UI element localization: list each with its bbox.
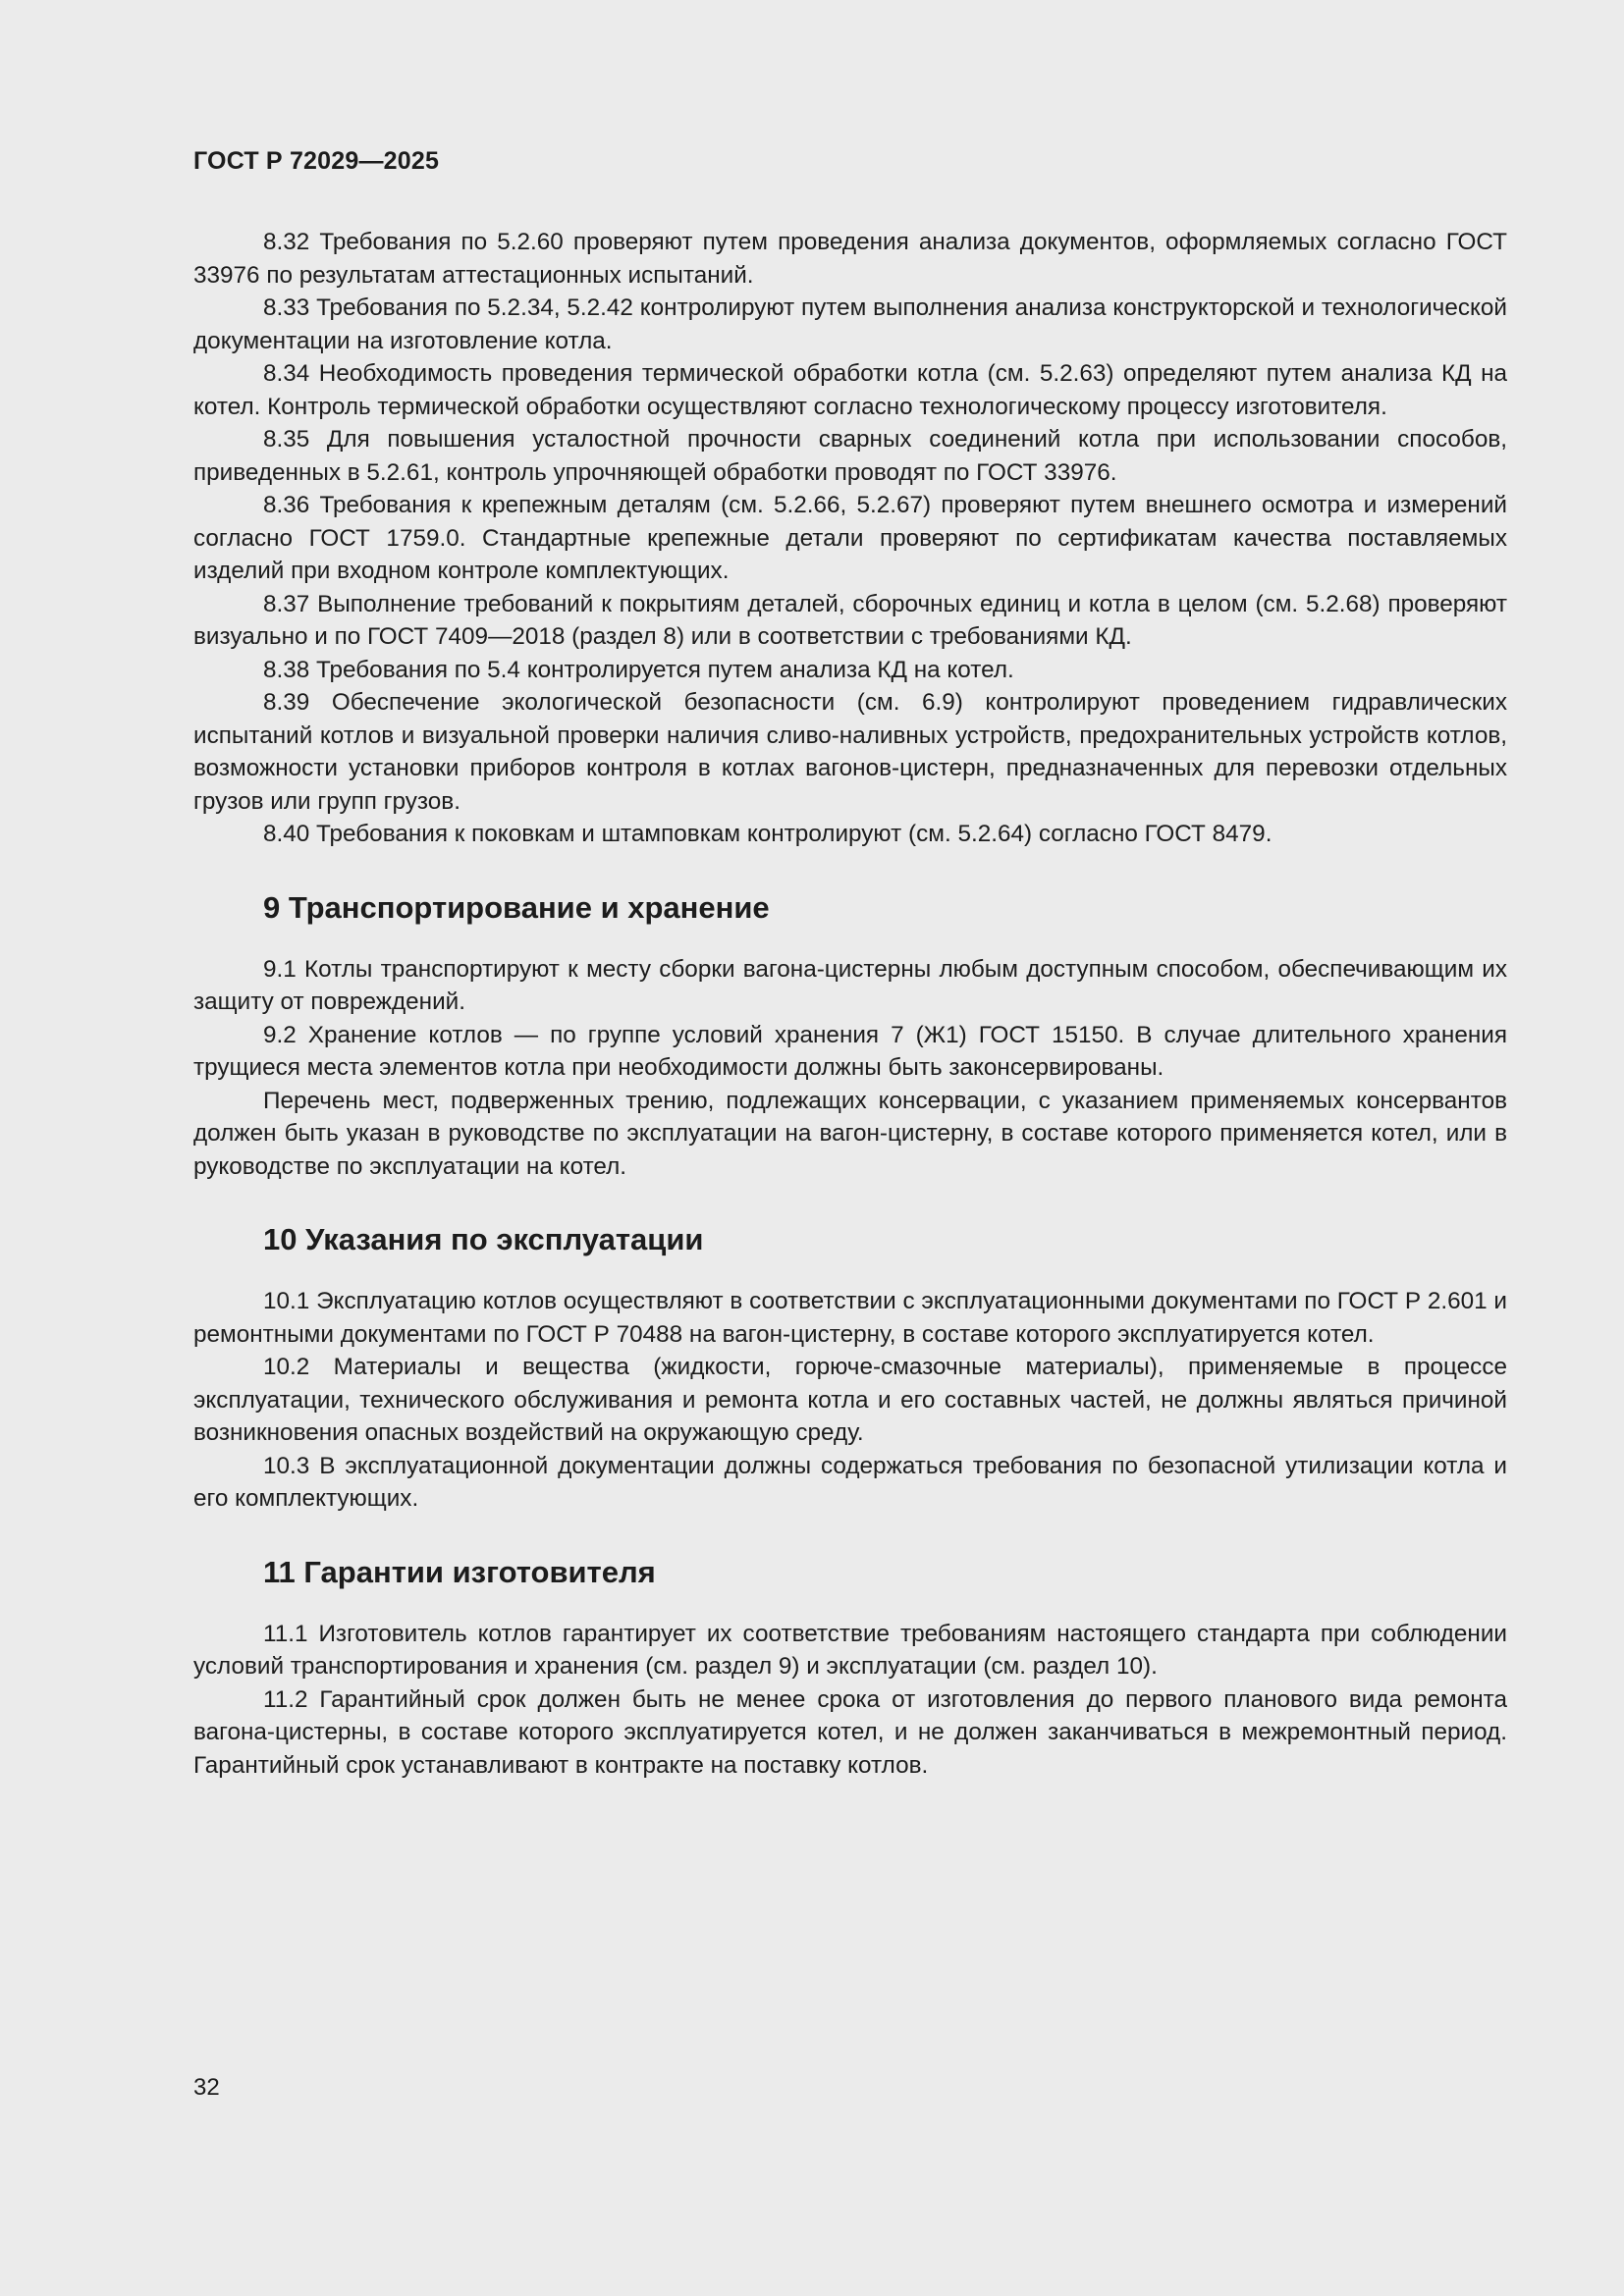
paragraph-9-2-list: Перечень мест, подверженных трению, подлежащих консервации, с указанием применяемых консервантов должен быть указан в руководстве по эксплуатации на вагон-цистерну, в составе которого применяется котел, или в руководстве по эксплуатации на котел. (193, 1087, 1507, 1180)
page-number: 32 (193, 2074, 220, 2101)
spacer (193, 928, 1507, 953)
section-10-heading: 10 Указания по эксплуатации (263, 1222, 704, 1256)
paragraph-10-1: 10.1 Эксплуатацию котлов осуществляют в соответствии с эксплуатационными документами по ГОСТ Р 2.601 и ремонтными документами по ГОСТ Р 70488 на вагон-цистерну, в составе которого эксплуатируется котел. (193, 1288, 1507, 1348)
spacer (193, 851, 1507, 888)
spacer (193, 1516, 1507, 1553)
paragraph-8-32: 8.32 Требования по 5.2.60 проверяют путем проведения анализа документов, оформляемых согласно ГОСТ 33976 по результатам аттестационных испытаний. (193, 229, 1507, 289)
spacer (193, 1592, 1507, 1618)
section-9-heading: 9 Транспортирование и хранение (263, 889, 770, 925)
paragraph-11-1: 11.1 Изготовитель котлов гарантирует их соответствие требованиям настоящего стандарта при соблюдении условий транспортирования и хранения (см. раздел 9) и эксплуатации (см. раздел 10). (193, 1620, 1507, 1680)
paragraph-8-38: 8.38 Требования по 5.4 контролируется путем анализа КД на котел. (263, 656, 1014, 683)
paragraph-9-1: 9.1 Котлы транспортируют к месту сборки вагона-цистерны любым доступным способом, обеспечивающим их защиту от повреждений. (193, 955, 1507, 1015)
paragraph-10-3: 10.3 В эксплуатационной документации должны содержаться требования по безопасной утилизации котла и его комплектующих. (193, 1452, 1507, 1512)
paragraph-9-2: 9.2 Хранение котлов — по группе условий хранения 7 (Ж1) ГОСТ 15150. В случае длительного хранения трущиеся места элементов котла при необходимости должны быть законсервированы. (193, 1021, 1507, 1081)
spacer (193, 1183, 1507, 1220)
document-header: ГОСТ Р 72029—2025 (193, 147, 440, 175)
paragraph-8-37: 8.37 Выполнение требований к покрытиям деталей, сборочных единиц и котла в целом (см. 5.2.68) проверяют визуально и по ГОСТ 7409—2018 (раздел 8) или в соответствии с требованиями КД. (193, 590, 1507, 650)
paragraph-8-35: 8.35 Для повышения усталостной прочности сварных соединений котла при использовании способов, приведенных в 5.2.61, контроль упрочняющей обработки проводят по ГОСТ 33976. (193, 426, 1507, 486)
paragraph-8-34: 8.34 Необходимость проведения термической обработки котла (см. 5.2.63) определяют путем анализа КД на котел. Контроль термической обработки осуществляют согласно технологическому процессу изготовителя. (193, 360, 1507, 420)
document-body (193, 226, 1507, 1782)
paragraph-8-36: 8.36 Требования к крепежным деталям (см. 5.2.66, 5.2.67) проверяют путем внешнего осмотра и измерений согласно ГОСТ 1759.0. Стандартные крепежные детали проверяют по сертификатам качества поставляемых изделий при входном контроле комплектующих. (193, 492, 1507, 584)
paragraph-11-2: 11.2 Гарантийный срок должен быть не менее срока от изготовления до первого планового вида ремонта вагона-цистерны, в составе которого эксплуатируется котел, и не должен заканчиваться в межремонтный период. Гарантийный срок устанавливают в контракте на поставку котлов. (193, 1685, 1507, 1779)
paragraph-8-33: 8.33 Требования по 5.2.34, 5.2.42 контролируют путем выполнения анализа конструкторской и технологической документации на изготовление котла. (193, 294, 1507, 354)
section-11-heading: 11 Гарантии изготовителя (263, 1554, 656, 1589)
paragraph-10-2: 10.2 Материалы и вещества (жидкости, горюче-смазочные материалы), применяемые в процессе эксплуатации, технического обслуживания и ремонта котла и его составных частей, не должны являться причиной возникновения опасных воздействий на окружающую среду. (193, 1354, 1507, 1446)
spacer (193, 1259, 1507, 1285)
paragraph-8-39: 8.39 Обеспечение экологической безопасности (см. 6.9) контролируют проведением гидравлических испытаний котлов и визуальной проверки наличия сливо-наливных устройств, предохранительных устройств котлов, возможности установки приборов контроля в котлах вагонов-цистерн, предназначенных для перевозки отдельных грузов или групп грузов. (193, 689, 1507, 815)
paragraph-8-40: 8.40 Требования к поковкам и штамповкам контролируют (см. 5.2.64) согласно ГОСТ 8479. (263, 821, 1272, 847)
